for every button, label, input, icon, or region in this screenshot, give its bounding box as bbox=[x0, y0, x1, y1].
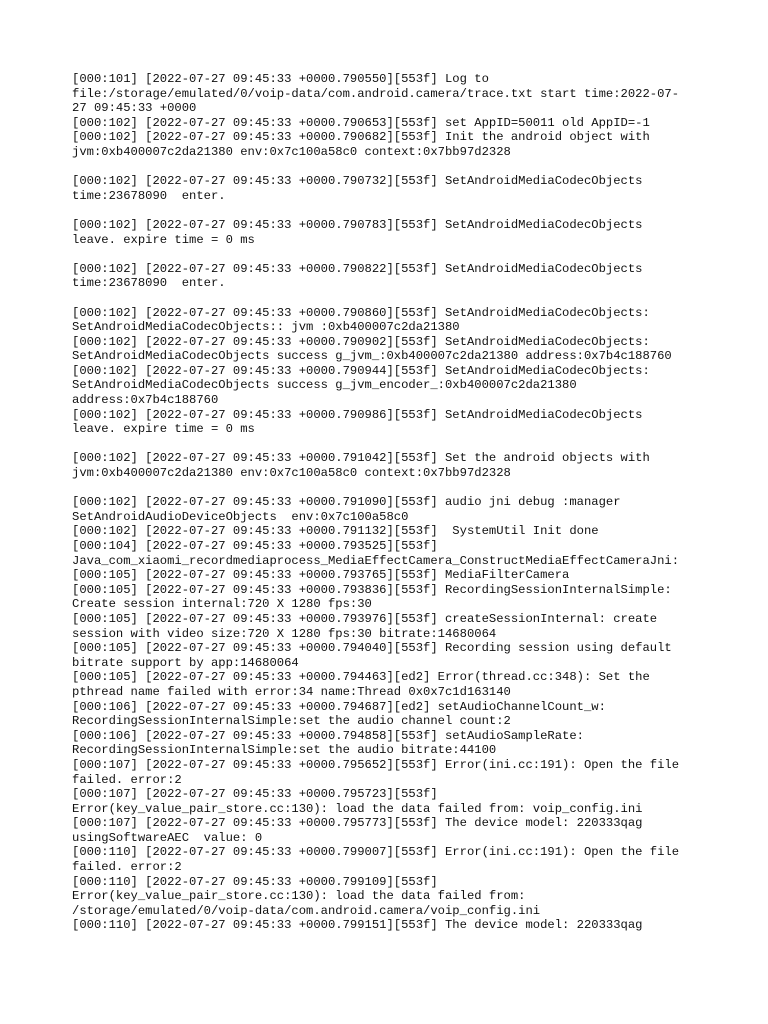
log-line: [000:102] [2022-07-27 09:45:33 +0000.791132][553f] SystemUtil Init done bbox=[72, 524, 599, 539]
log-line: [000:107] [2022-07-27 09:45:33 +0000.795723][553f] bbox=[72, 787, 438, 802]
log-line: SetAndroidMediaCodecObjects success g_jvm_:0xb400007c2da21380 address:0x7b4c188760 bbox=[72, 349, 672, 364]
log-line: failed. error:2 bbox=[72, 860, 182, 875]
blank-line bbox=[72, 291, 712, 306]
log-line: [000:102] [2022-07-27 09:45:33 +0000.790902][553f] SetAndroidMediaCodecObjects: bbox=[72, 334, 650, 349]
log-line: [000:102] [2022-07-27 09:45:33 +0000.790944][553f] SetAndroidMediaCodecObjects: bbox=[72, 363, 650, 378]
log-line: 27 09:45:33 +0000 bbox=[72, 101, 197, 116]
log-line: [000:102] [2022-07-27 09:45:33 +0000.790860][553f] SetAndroidMediaCodecObjects: bbox=[72, 305, 650, 320]
log-line: [000:106] [2022-07-27 09:45:33 +0000.794687][ed2] setAudioChannelCount_w: bbox=[72, 699, 606, 714]
log-line: [000:106] [2022-07-27 09:45:33 +0000.794858][553f] setAudioSampleRate: bbox=[72, 728, 584, 743]
log-line: [000:105] [2022-07-27 09:45:33 +0000.793836][553f] RecordingSessionInternalSimple: bbox=[72, 582, 672, 597]
log-line: /storage/emulated/0/voip-data/com.android.camera/voip_config.ini bbox=[72, 903, 541, 918]
log-line: [000:101] [2022-07-27 09:45:33 +0000.790550][553f] Log to bbox=[72, 72, 489, 86]
blank-line bbox=[72, 247, 712, 262]
log-line: jvm:0xb400007c2da21380 env:0x7c100a58c0 context:0x7bb97d2328 bbox=[72, 466, 511, 481]
log-line: [000:110] [2022-07-27 09:45:33 +0000.799109][553f] bbox=[72, 874, 438, 889]
log-line: usingSoftwareAEC value: 0 bbox=[72, 830, 263, 845]
log-line: SetAndroidMediaCodecObjects success g_jvm_encoder_:0xb400007c2da21380 bbox=[72, 378, 577, 393]
blank-line bbox=[72, 437, 712, 452]
log-line: [000:102] [2022-07-27 09:45:33 +0000.791090][553f] audio jni debug :manager bbox=[72, 495, 621, 510]
log-line: [000:102] [2022-07-27 09:45:33 +0000.790653][553f] set AppID=50011 old AppID=-1 bbox=[72, 115, 650, 130]
log-line: [000:105] [2022-07-27 09:45:33 +0000.793976][553f] createSessionInternal: create bbox=[72, 611, 658, 626]
log-line: leave. expire time = 0 ms bbox=[72, 422, 255, 437]
log-line: [000:107] [2022-07-27 09:45:33 +0000.795652][553f] Error(ini.cc:191): Open the file bbox=[72, 757, 680, 772]
log-line: session with video size:720 X 1280 fps:30 bitrate:14680064 bbox=[72, 626, 497, 641]
blank-line bbox=[72, 481, 712, 496]
log-line: file:/storage/emulated/0/voip-data/com.android.camera/trace.txt start time:2022-07- bbox=[72, 86, 680, 101]
log-line: RecordingSessionInternalSimple:set the audio channel count:2 bbox=[72, 714, 511, 729]
log-line: [000:104] [2022-07-27 09:45:33 +0000.793525][553f] bbox=[72, 539, 438, 553]
log-document bbox=[72, 72, 712, 933]
log-line: jvm:0xb400007c2da21380 env:0x7c100a58c0 context:0x7bb97d2328 bbox=[72, 144, 511, 159]
log-line: [000:105] [2022-07-27 09:45:33 +0000.793765][553f] MediaFilterCamera bbox=[72, 568, 570, 583]
log-line: [000:110] [2022-07-27 09:45:33 +0000.799151][553f] The device model: 220333qag bbox=[72, 918, 643, 933]
log-line: [000:102] [2022-07-27 09:45:33 +0000.791042][553f] Set the android objects with bbox=[72, 451, 650, 466]
log-line: leave. expire time = 0 ms bbox=[72, 232, 255, 247]
log-line: address:0x7b4c188760 bbox=[72, 393, 219, 408]
log-line: RecordingSessionInternalSimple:set the audio bitrate:44100 bbox=[72, 743, 497, 758]
blank-line bbox=[72, 160, 712, 175]
log-line: Error(key_value_pair_store.cc:130): load the data failed from: bbox=[72, 889, 526, 904]
log-line: [000:102] [2022-07-27 09:45:33 +0000.790822][553f] SetAndroidMediaCodecObjects bbox=[72, 261, 643, 276]
log-line: Java_com_xiaomi_recordmediaprocess_MediaEffectCamera_ConstructMediaEffectCameraJni: bbox=[72, 553, 680, 568]
log-line: bitrate support by app:14680064 bbox=[72, 655, 299, 670]
log-line: pthread name failed with error:34 name:Thread 0x0x7c1d163140 bbox=[72, 684, 511, 699]
log-line: [000:110] [2022-07-27 09:45:33 +0000.799007][553f] Error(ini.cc:191): Open the file bbox=[72, 845, 680, 860]
log-line: [000:102] [2022-07-27 09:45:33 +0000.790783][553f] SetAndroidMediaCodecObjects bbox=[72, 217, 643, 232]
log-line: SetAndroidMediaCodecObjects:: jvm :0xb400007c2da21380 bbox=[72, 320, 460, 335]
log-line: time:23678090 enter. bbox=[72, 188, 226, 203]
log-line: Create session internal:720 X 1280 fps:30 bbox=[72, 597, 372, 612]
log-line: SetAndroidAudioDeviceObjects env:0x7c100a58c0 bbox=[72, 509, 409, 524]
blank-line bbox=[72, 203, 712, 218]
log-line: failed. error:2 bbox=[72, 772, 182, 787]
log-line: [000:105] [2022-07-27 09:45:33 +0000.794040][553f] Recording session using default bbox=[72, 641, 672, 656]
log-line: [000:105] [2022-07-27 09:45:33 +0000.794463][ed2] Error(thread.cc:348): Set the bbox=[72, 670, 650, 685]
log-line: time:23678090 enter. bbox=[72, 276, 226, 291]
log-line: [000:102] [2022-07-27 09:45:33 +0000.790682][553f] Init the android object with bbox=[72, 130, 650, 145]
log-line: [000:102] [2022-07-27 09:45:33 +0000.790986][553f] SetAndroidMediaCodecObjects bbox=[72, 407, 643, 422]
log-line: Error(key_value_pair_store.cc:130): load the data failed from: voip_config.ini bbox=[72, 801, 643, 816]
log-line: [000:107] [2022-07-27 09:45:33 +0000.795773][553f] The device model: 220333qag bbox=[72, 816, 643, 831]
log-line: [000:102] [2022-07-27 09:45:33 +0000.790732][553f] SetAndroidMediaCodecObjects bbox=[72, 174, 643, 189]
